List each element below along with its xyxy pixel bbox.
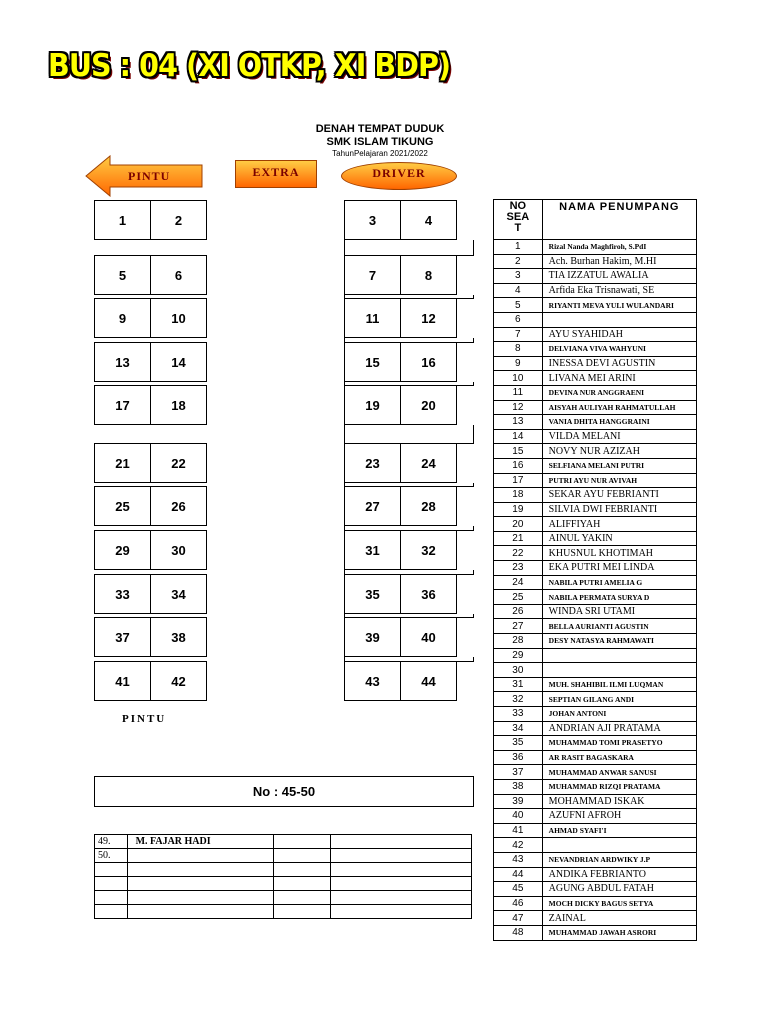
extra-name-cell [127,877,274,891]
extra-row [95,905,472,919]
extra-blank-cell [331,849,472,863]
passenger-name-cell: JOHAN ANTONI [542,707,696,722]
passenger-name-cell: INESSA DEVI AGUSTIN [542,356,696,371]
seat-10[interactable]: 10 [150,299,206,337]
seat-36[interactable]: 36 [400,575,456,613]
seat-number-cell: 17 [494,473,543,488]
table-row [494,371,697,386]
left-seat-pair [94,298,207,338]
table-row [494,342,697,357]
seat-25[interactable]: 25 [115,498,130,514]
passenger-name-cell: MUHAMMAD ANWAR SANUSI [542,765,696,780]
passenger-name-cell: NEVANDRIAN ARDWIKY J.P [542,852,696,867]
extra-blank-cell [331,877,472,891]
extra-blank-cell [274,905,331,919]
column-header-name-text: NAMA PENUMPANG [559,201,680,213]
passenger-name-cell: TIA IZZATUL AWALIA [542,269,696,284]
right-seat-pair [344,342,457,382]
extra-no-cell: 50. [95,849,128,863]
aisle-gap [344,425,474,444]
seat-33[interactable]: 33 [115,586,130,602]
seat-35[interactable]: 35 [365,586,380,602]
seat-4[interactable]: 4 [400,201,456,239]
header-line-3: TahunPelajaran 2021/2022 [332,149,428,158]
seat-number-cell: 18 [494,488,543,503]
column-header-seat-no-text: NO SEA T [506,200,530,234]
passenger-name-cell: MUHAMMAD TOMI PRASETYO [542,736,696,751]
seat-number-cell: 39 [494,794,543,809]
seat-11[interactable]: 11 [365,310,380,326]
seat-14[interactable]: 14 [150,343,206,381]
left-seat-pair [94,255,207,295]
table-row [494,312,697,327]
seat-22[interactable]: 22 [150,444,206,482]
extra-no-cell [95,877,128,891]
seat-28[interactable]: 28 [400,487,456,525]
passenger-name-cell: WINDA SRI UTAMI [542,604,696,619]
passenger-name-cell: BELLA AURIANTI AGUSTIN [542,619,696,634]
seat-number-cell: 44 [494,867,543,882]
passenger-name-cell: SEKAR AYU FEBRIANTI [542,488,696,503]
seat-7[interactable]: 7 [368,267,377,283]
extra-row [95,835,472,849]
table-row [494,736,697,751]
seat-9[interactable]: 9 [118,310,127,326]
seat-number-cell: 13 [494,415,543,430]
seat-2[interactable]: 2 [150,201,206,239]
seat-27[interactable]: 27 [365,498,380,514]
left-seat-pair [94,443,207,483]
table-row [494,809,697,824]
passenger-name-cell [542,312,696,327]
right-seat-pair [344,200,457,240]
table-row [494,648,697,663]
extra-blank-cell [331,905,472,919]
table-row [494,765,697,780]
extra-row [95,849,472,863]
table-row [494,502,697,517]
header-line-2: SMK ISLAM TIKUNG [326,136,434,148]
passenger-name-cell: SELFIANA MELANI PUTRI [542,458,696,473]
seat-number-cell: 37 [494,765,543,780]
seat-number-cell: 42 [494,838,543,853]
passenger-name-cell: AZUFNI AFROH [542,809,696,824]
seat-number-cell: 14 [494,429,543,444]
seat-42[interactable]: 42 [150,662,206,700]
table-row [494,867,697,882]
seat-15[interactable]: 15 [365,354,380,370]
seat-number-cell: 33 [494,707,543,722]
passenger-name-cell: MUHAMMAD JAWAH ASRORI [542,925,696,940]
passenger-name-cell: LIVANA MEI ARINI [542,371,696,386]
seat-12[interactable]: 12 [400,299,456,337]
table-row [494,925,697,940]
seat-40[interactable]: 40 [400,618,456,656]
passenger-table [493,199,697,941]
seat-number-cell: 6 [494,312,543,327]
seat-number-cell: 40 [494,809,543,824]
passenger-name-cell [542,648,696,663]
passenger-name-cell: PUTRI AYU NUR AVIVAH [542,473,696,488]
extra-row [95,891,472,905]
seat-number-cell: 9 [494,356,543,371]
extra-label: EXTRA [252,165,300,179]
seat-number-cell: 8 [494,342,543,357]
seat-number-cell: 5 [494,298,543,313]
seat-number-cell: 23 [494,561,543,576]
seat-18[interactable]: 18 [150,386,206,424]
passenger-name-cell [542,663,696,678]
seat-5[interactable]: 5 [118,267,127,283]
table-row [494,444,697,459]
seat-number-cell: 3 [494,269,543,284]
table-row [494,721,697,736]
seat-number-cell: 47 [494,911,543,926]
seat-number-cell: 22 [494,546,543,561]
page-title: BUS : 04 (XI OTKP, XI BDP) [48,48,451,84]
passenger-name-cell: AINUL YAKIN [542,531,696,546]
seat-number-cell: 7 [494,327,543,342]
left-seat-pair [94,342,207,382]
table-row [494,838,697,853]
extra-blank-cell [331,891,472,905]
seat-number-cell: 20 [494,517,543,532]
seat-32[interactable]: 32 [400,531,456,569]
table-row [494,896,697,911]
left-seat-pair [94,661,207,701]
passenger-name-cell: DELVIANA VIVA WAHYUNI [542,342,696,357]
right-seat-pair [344,661,457,701]
table-row [494,254,697,269]
passenger-name-cell: Ach. Burhan Hakim, M.HI [542,254,696,269]
seat-number-cell: 25 [494,590,543,605]
passenger-name-cell: MUH. SHAHIBIL ILMI LUQMAN [542,677,696,692]
seat-39[interactable]: 39 [365,629,380,645]
extra-no-cell [95,891,128,905]
table-row [494,882,697,897]
table-row [494,663,697,678]
passenger-name-cell: AHMAD SYAFI'I [542,823,696,838]
seat-1[interactable]: 1 [118,212,127,228]
seat-number-cell: 26 [494,604,543,619]
passenger-name-cell: AR RASIT BAGASKARA [542,750,696,765]
passenger-name-cell: DESY NATASYA RAHMAWATI [542,634,696,649]
seat-34[interactable]: 34 [150,575,206,613]
table-row [494,473,697,488]
table-row [494,400,697,415]
seat-number-cell: 41 [494,823,543,838]
seat-number-cell: 28 [494,634,543,649]
extra-blank-cell [331,863,472,877]
table-row [494,823,697,838]
extra-blank-cell [274,877,331,891]
passenger-name-cell: ANDIKA FEBRIANTO [542,867,696,882]
passenger-name-cell: VANIA DHITA HANGGRAINI [542,415,696,430]
passenger-name-cell: AYU SYAHIDAH [542,327,696,342]
seat-number-cell: 11 [494,385,543,400]
table-row [494,692,697,707]
driver-label: DRIVER [372,166,426,180]
passenger-name-cell: ALIFFIYAH [542,517,696,532]
seat-number-cell: 43 [494,852,543,867]
extra-no-cell [95,863,128,877]
passenger-name-cell: VILDA MELANI [542,429,696,444]
seat-41[interactable]: 41 [115,673,130,689]
seat-number-cell: 21 [494,531,543,546]
passenger-name-cell [542,838,696,853]
extra-passenger-table [94,834,472,919]
passenger-name-cell: KHUSNUL KHOTIMAH [542,546,696,561]
extra-blank-cell [331,835,472,849]
table-row [494,750,697,765]
seat-number-cell: 19 [494,502,543,517]
table-row [494,546,697,561]
passenger-name-cell: Rizal Nanda Maghfiroh, S.PdI [542,240,696,255]
table-row [494,429,697,444]
seat-number-cell: 27 [494,619,543,634]
seat-30[interactable]: 30 [150,531,206,569]
extra-blank-cell [274,863,331,877]
right-seat-pair [344,443,457,483]
seat-29[interactable]: 29 [115,542,130,558]
table-row [494,488,697,503]
right-seat-pair [344,574,457,614]
seat-number-cell: 29 [494,648,543,663]
table-row [494,517,697,532]
table-row [494,356,697,371]
passenger-name-cell: ZAINAL [542,911,696,926]
extra-no-cell [95,905,128,919]
seat-number-cell: 48 [494,925,543,940]
table-row [494,852,697,867]
passenger-name-cell: MUHAMMAD RIZQI PRATAMA [542,779,696,794]
extra-name-cell: M. FAJAR HADI [127,835,274,849]
seat-number-cell: 34 [494,721,543,736]
seat-43[interactable]: 43 [365,673,380,689]
table-row [494,269,697,284]
left-seat-pair [94,385,207,425]
seat-number-cell: 4 [494,283,543,298]
extra-name-cell [127,863,274,877]
left-seat-pair [94,617,207,657]
table-row [494,634,697,649]
seat-number-cell: 45 [494,882,543,897]
table-row [494,604,697,619]
seat-number-cell: 12 [494,400,543,415]
seat-number-cell: 30 [494,663,543,678]
right-seat-pair [344,617,457,657]
table-row [494,779,697,794]
passenger-name-cell: DEVINA NUR ANGGRAENI [542,385,696,400]
seat-21[interactable]: 21 [115,455,130,471]
table-row [494,619,697,634]
seat-24[interactable]: 24 [400,444,456,482]
passenger-name-cell: SEPTIAN GILANG ANDI [542,692,696,707]
table-row [494,327,697,342]
seat-26[interactable]: 26 [150,487,206,525]
extra-row [95,877,472,891]
seat-number-cell: 31 [494,677,543,692]
seat-17[interactable]: 17 [115,397,130,413]
extra-seat-range-label: No : 45-50 [252,784,316,799]
left-seat-pair [94,530,207,570]
right-seat-pair [344,486,457,526]
seat-number-cell: 24 [494,575,543,590]
seat-3[interactable]: 3 [368,212,377,228]
extra-blank-cell [274,891,331,905]
extra-blank-cell [274,835,331,849]
table-row [494,385,697,400]
seat-20[interactable]: 20 [400,386,456,424]
seat-number-cell: 32 [494,692,543,707]
extra-name-cell [127,849,274,863]
seat-44[interactable]: 44 [400,662,456,700]
seat-number-cell: 36 [494,750,543,765]
extra-row [95,863,472,877]
passenger-name-cell: AGUNG ABDUL FATAH [542,882,696,897]
passenger-name-cell: MOCH DICKY BAGUS SETYA [542,896,696,911]
door-label-top: PINTU [128,169,171,183]
passenger-name-cell: MOHAMMAD ISKAK [542,794,696,809]
table-row [494,707,697,722]
table-row [494,794,697,809]
seat-16[interactable]: 16 [400,343,456,381]
seat-number-cell: 46 [494,896,543,911]
seat-38[interactable]: 38 [150,618,206,656]
passenger-name-cell: Arfida Eka Trisnawati, SE [542,283,696,298]
column-header-seat-no [494,200,543,240]
seat-8[interactable]: 8 [400,256,456,294]
driver-ellipse [341,162,457,190]
seat-6[interactable]: 6 [150,256,206,294]
extra-blank-cell [274,849,331,863]
aisle-gap [344,240,474,256]
table-row [494,911,697,926]
extra-box [235,160,317,188]
seat-number-cell: 15 [494,444,543,459]
left-seat-pair [94,486,207,526]
table-row [494,240,697,255]
extra-name-cell [127,905,274,919]
passenger-name-cell: NOVY NUR AZIZAH [542,444,696,459]
left-seat-pair [94,574,207,614]
seat-31[interactable]: 31 [365,542,380,558]
seat-number-cell: 38 [494,779,543,794]
seat-19[interactable]: 19 [365,397,380,413]
seat-number-cell: 1 [494,240,543,255]
door-label-bottom: PINTU [122,713,167,725]
seat-number-cell: 16 [494,458,543,473]
table-row [494,561,697,576]
seat-23[interactable]: 23 [365,455,380,471]
seat-number-cell: 2 [494,254,543,269]
seat-number-cell: 35 [494,736,543,751]
passenger-name-cell: NABILA PERMATA SURYA D [542,590,696,605]
table-row [494,575,697,590]
right-seat-pair [344,255,457,295]
right-seat-pair [344,385,457,425]
left-seat-pair [94,200,207,240]
column-header-name [542,200,696,240]
passenger-name-cell: NABILA PUTRI AMELIA G [542,575,696,590]
seat-number-cell: 10 [494,371,543,386]
right-seat-pair [344,298,457,338]
passenger-name-cell: ANDRIAN AJI PRATAMA [542,721,696,736]
passenger-name-cell: RIYANTI MEVA YULI WULANDARI [542,298,696,313]
table-row [494,415,697,430]
table-row [494,458,697,473]
seat-37[interactable]: 37 [115,629,130,645]
table-row [494,590,697,605]
table-row [494,298,697,313]
passenger-name-cell: EKA PUTRI MEI LINDA [542,561,696,576]
header-line-1: DENAH TEMPAT DUDUK [315,123,445,135]
passenger-name-cell: SILVIA DWI FEBRIANTI [542,502,696,517]
right-seat-pair [344,530,457,570]
table-row [494,283,697,298]
extra-name-cell [127,891,274,905]
extra-no-cell: 49. [95,835,128,849]
seat-13[interactable]: 13 [115,354,130,370]
extra-seat-range-box [94,776,474,807]
table-row [494,677,697,692]
passenger-name-cell: AISYAH AULIYAH RAHMATULLAH [542,400,696,415]
table-row [494,531,697,546]
